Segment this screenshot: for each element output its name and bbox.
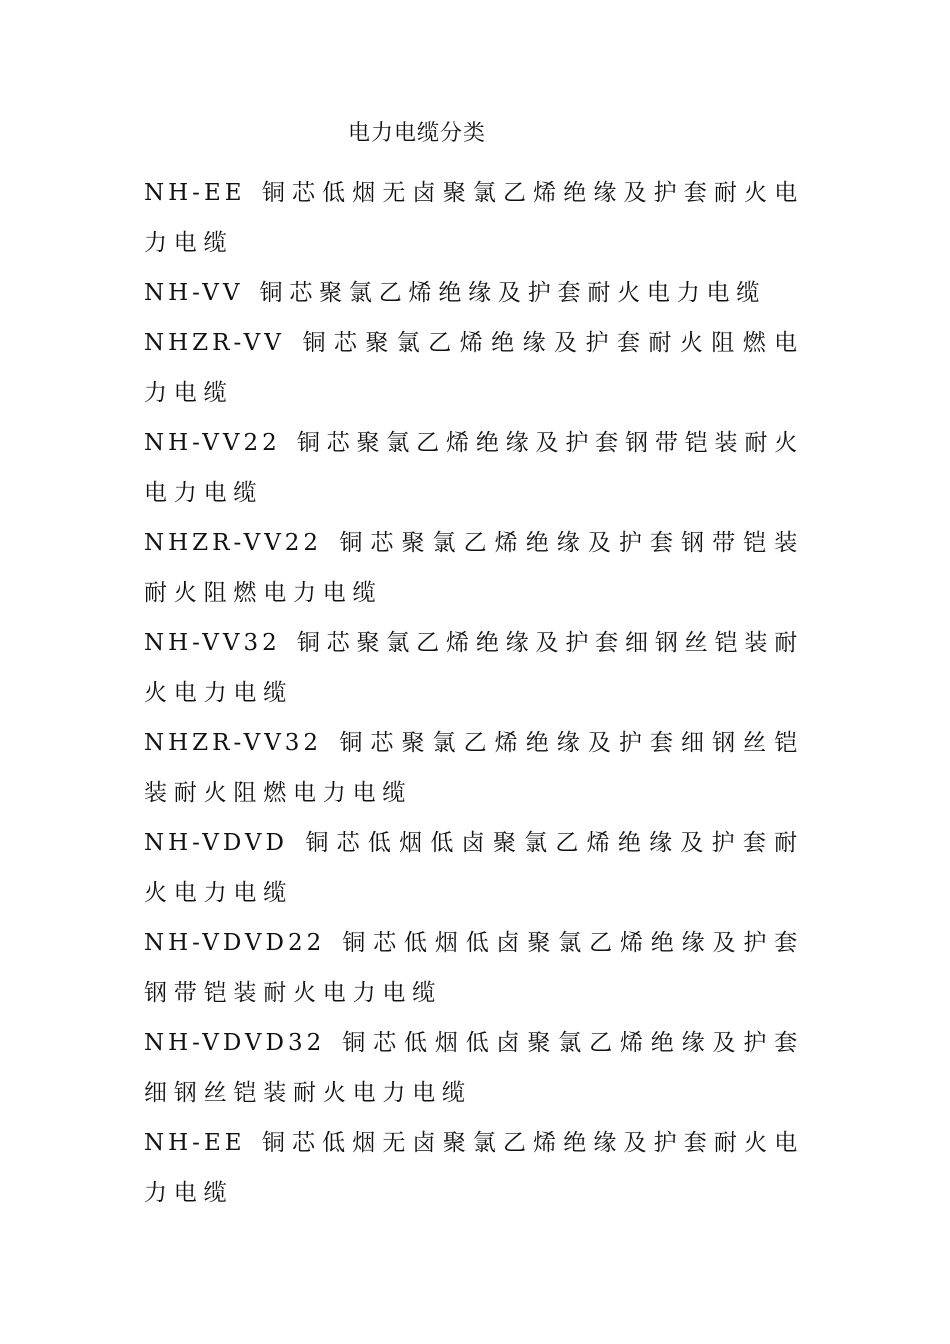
- cable-entry: [144, 518, 804, 618]
- cable-entry: [144, 268, 804, 318]
- cable-entry: [144, 1018, 804, 1118]
- cable-description: 铜芯低烟无卤聚氯乙烯绝缘及护套耐火电力电缆: [144, 180, 804, 256]
- cable-description: 铜芯聚氯乙烯绝缘及护套细钢丝铠装耐火阻燃电力电缆: [144, 730, 804, 806]
- cable-entry: [144, 818, 804, 918]
- cable-description: 铜芯聚氯乙烯绝缘及护套细钢丝铠装耐火电力电缆: [144, 630, 804, 706]
- cable-entry: [144, 418, 804, 518]
- cable-description: 铜芯聚氯乙烯绝缘及护套耐火阻燃电力电缆: [144, 330, 804, 406]
- cable-code: NH-VDVD32: [144, 1030, 326, 1056]
- cable-code: NHZR-VV: [144, 330, 285, 356]
- cable-code: NHZR-VV22: [144, 530, 323, 556]
- cable-code: NH-EE: [144, 1130, 246, 1156]
- cable-description: 铜芯聚氯乙烯绝缘及护套钢带铠装耐火电力电缆: [144, 430, 804, 506]
- cable-description: 铜芯低烟低卤聚氯乙烯绝缘及护套细钢丝铠装耐火电力电缆: [144, 1030, 804, 1106]
- cable-code: NH-VDVD: [144, 830, 288, 856]
- cable-entry: [144, 918, 804, 1018]
- cable-code: NHZR-VV32: [144, 730, 323, 756]
- cable-description: 铜芯低烟低卤聚氯乙烯绝缘及护套钢带铠装耐火电力电缆: [144, 930, 804, 1006]
- cable-code: NH-VV: [144, 280, 244, 306]
- cable-entry: [144, 318, 804, 418]
- cable-entry: [144, 1118, 804, 1218]
- cable-code: NH-VDVD22: [144, 930, 326, 956]
- cable-entry: [144, 718, 804, 818]
- cable-code: NH-EE: [144, 180, 246, 206]
- cable-list: [144, 168, 804, 1218]
- cable-code: NH-VV32: [144, 630, 281, 656]
- cable-entry: [144, 618, 804, 718]
- cable-description: 铜芯低烟无卤聚氯乙烯绝缘及护套耐火电力电缆: [144, 1130, 804, 1206]
- cable-code: NH-VV22: [144, 430, 281, 456]
- document-title: 电力电缆分类: [348, 121, 487, 146]
- cable-entry: [144, 168, 804, 268]
- cable-description: 铜芯聚氯乙烯绝缘及护套耐火电力电缆: [259, 280, 767, 306]
- cable-description: 铜芯聚氯乙烯绝缘及护套钢带铠装耐火阻燃电力电缆: [144, 530, 804, 606]
- cable-description: 铜芯低烟低卤聚氯乙烯绝缘及护套耐火电力电缆: [144, 830, 804, 906]
